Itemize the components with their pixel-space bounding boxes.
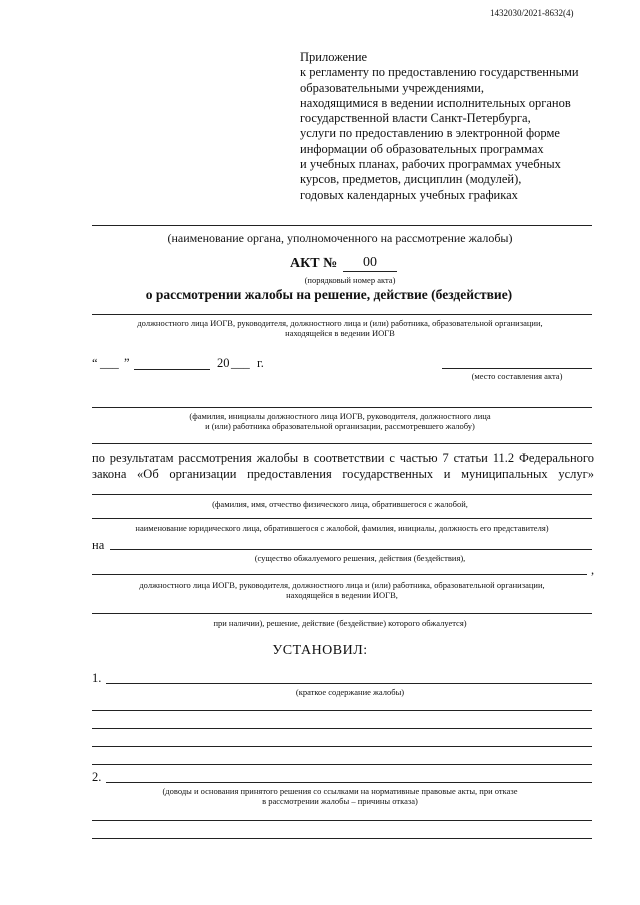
on-label: на bbox=[92, 538, 105, 552]
reviewer-caption-line: (фамилия, инициалы должностного лица ИОГВ, руководителя, должностного лица bbox=[189, 411, 491, 421]
act-title: о рассмотрении жалобы на решение, действие (бездействие) bbox=[145, 287, 513, 302]
item2-caption-line: в рассмотрении жалобы – причины отказа) bbox=[262, 796, 418, 806]
item1-line[interactable] bbox=[106, 683, 592, 684]
item1-number: 1. bbox=[92, 671, 102, 685]
appendix-line: образовательными учреждениями, bbox=[300, 80, 484, 95]
official-caption-2 bbox=[92, 580, 592, 600]
organ-line[interactable] bbox=[92, 225, 592, 226]
results-line: закона «Об организации предоставления государственных и муниципальных услуг» bbox=[92, 467, 594, 481]
date-month-line[interactable] bbox=[134, 369, 210, 370]
act-heading bbox=[290, 256, 337, 272]
date-year-suffix: г. bbox=[257, 356, 264, 370]
appendix-line: к регламенту по предоставлению государственными bbox=[300, 65, 579, 80]
appendix-line: услуги по предоставлению в электронной форме bbox=[300, 126, 560, 141]
official-caption bbox=[80, 318, 600, 338]
applicant-caption: (фамилия, имя, отчество физического лица, обратившегося с жалобой, bbox=[212, 499, 468, 509]
comma: , bbox=[591, 563, 595, 577]
subject-caption: (существо обжалуемого решения, действия (бездействия), bbox=[254, 553, 466, 563]
document-code: 1432030/2021-8632(4) bbox=[490, 8, 574, 18]
date-year-prefix: 20 bbox=[217, 356, 230, 370]
presence-caption: при наличии), решение, действие (бездействие) которого обжалуется) bbox=[213, 618, 467, 628]
official-caption-line: находящейся в ведении ИОГВ bbox=[285, 328, 395, 338]
reviewer-line-2[interactable] bbox=[92, 443, 592, 444]
item1-line-5[interactable] bbox=[92, 764, 592, 765]
legal-caption: наименование юридического лица, обратившегося с жалобой, фамилия, инициалы, должность его представителя) bbox=[135, 523, 549, 533]
item1-line-4[interactable] bbox=[92, 746, 592, 747]
item2-line-3[interactable] bbox=[92, 838, 592, 839]
organ-caption: (наименование органа, уполномоченного на рассмотрение жалобы) bbox=[167, 231, 513, 245]
place-caption: (место составления акта) bbox=[471, 371, 563, 381]
place-line[interactable] bbox=[442, 368, 592, 369]
item1-line-3[interactable] bbox=[92, 728, 592, 729]
item1-line-2[interactable] bbox=[92, 710, 592, 711]
date-day[interactable]: ___ bbox=[100, 356, 119, 370]
item2-line-2[interactable] bbox=[92, 820, 592, 821]
act-label: АКТ № bbox=[290, 256, 338, 271]
reviewer-line[interactable] bbox=[92, 407, 592, 408]
appendix-line: Приложение bbox=[300, 50, 368, 64]
presence-line[interactable] bbox=[92, 613, 592, 614]
act-number-caption: (порядковый номер акта) bbox=[304, 275, 396, 285]
appendix-line: и учебных планах, рабочих программах учебных bbox=[300, 157, 561, 172]
reviewer-caption-line: и (или) работника образовательной организации, рассмотревшего жалобу) bbox=[205, 421, 475, 431]
appendix-line: годовых календарных учебных графиках bbox=[300, 187, 518, 202]
subject-line[interactable] bbox=[110, 549, 592, 550]
item2-number: 2. bbox=[92, 770, 102, 784]
subject-line-2[interactable] bbox=[92, 574, 587, 575]
reviewer-caption bbox=[100, 411, 580, 431]
appendix-line: находящимися в ведении исполнительных органов bbox=[300, 95, 571, 110]
item2-caption bbox=[100, 786, 580, 806]
item1-caption: (краткое содержание жалобы) bbox=[295, 687, 405, 697]
item2-line[interactable] bbox=[106, 782, 592, 783]
official-caption-2-line: находящейся в ведении ИОГВ, bbox=[286, 590, 398, 600]
appendix-line: информации об образовательных программах bbox=[300, 141, 544, 156]
act-number[interactable]: 00 bbox=[343, 255, 397, 272]
official-caption-line: должностного лица ИОГВ, руководителя, должностного лица и (или) работника, образовательной организации, bbox=[137, 318, 543, 328]
results-line: по результатам рассмотрения жалобы в соответствии с частью 7 статьи 11.2 Федерального bbox=[92, 451, 594, 465]
date-open-quote: “ bbox=[92, 356, 98, 370]
appendix-block bbox=[300, 50, 579, 203]
appendix-line: государственной власти Санкт-Петербурга, bbox=[300, 111, 531, 126]
date-year[interactable]: ___ bbox=[231, 356, 250, 370]
results-text bbox=[92, 450, 594, 482]
official-line[interactable] bbox=[92, 314, 592, 315]
applicant-line[interactable] bbox=[92, 494, 592, 495]
established-heading: УСТАНОВИЛ: bbox=[272, 643, 368, 658]
item2-caption-line: (доводы и основания принятого решения со ссылками на нормативные правовые акты, при отказе bbox=[162, 786, 518, 796]
appendix-line: курсов, предметов, дисциплин (модулей), bbox=[300, 172, 522, 187]
legal-line[interactable] bbox=[92, 518, 592, 519]
official-caption-2-line: должностного лица ИОГВ, руководителя, должностного лица и (или) работника, образовательной организации, bbox=[139, 580, 545, 590]
date-close-quote: ” bbox=[124, 356, 130, 370]
